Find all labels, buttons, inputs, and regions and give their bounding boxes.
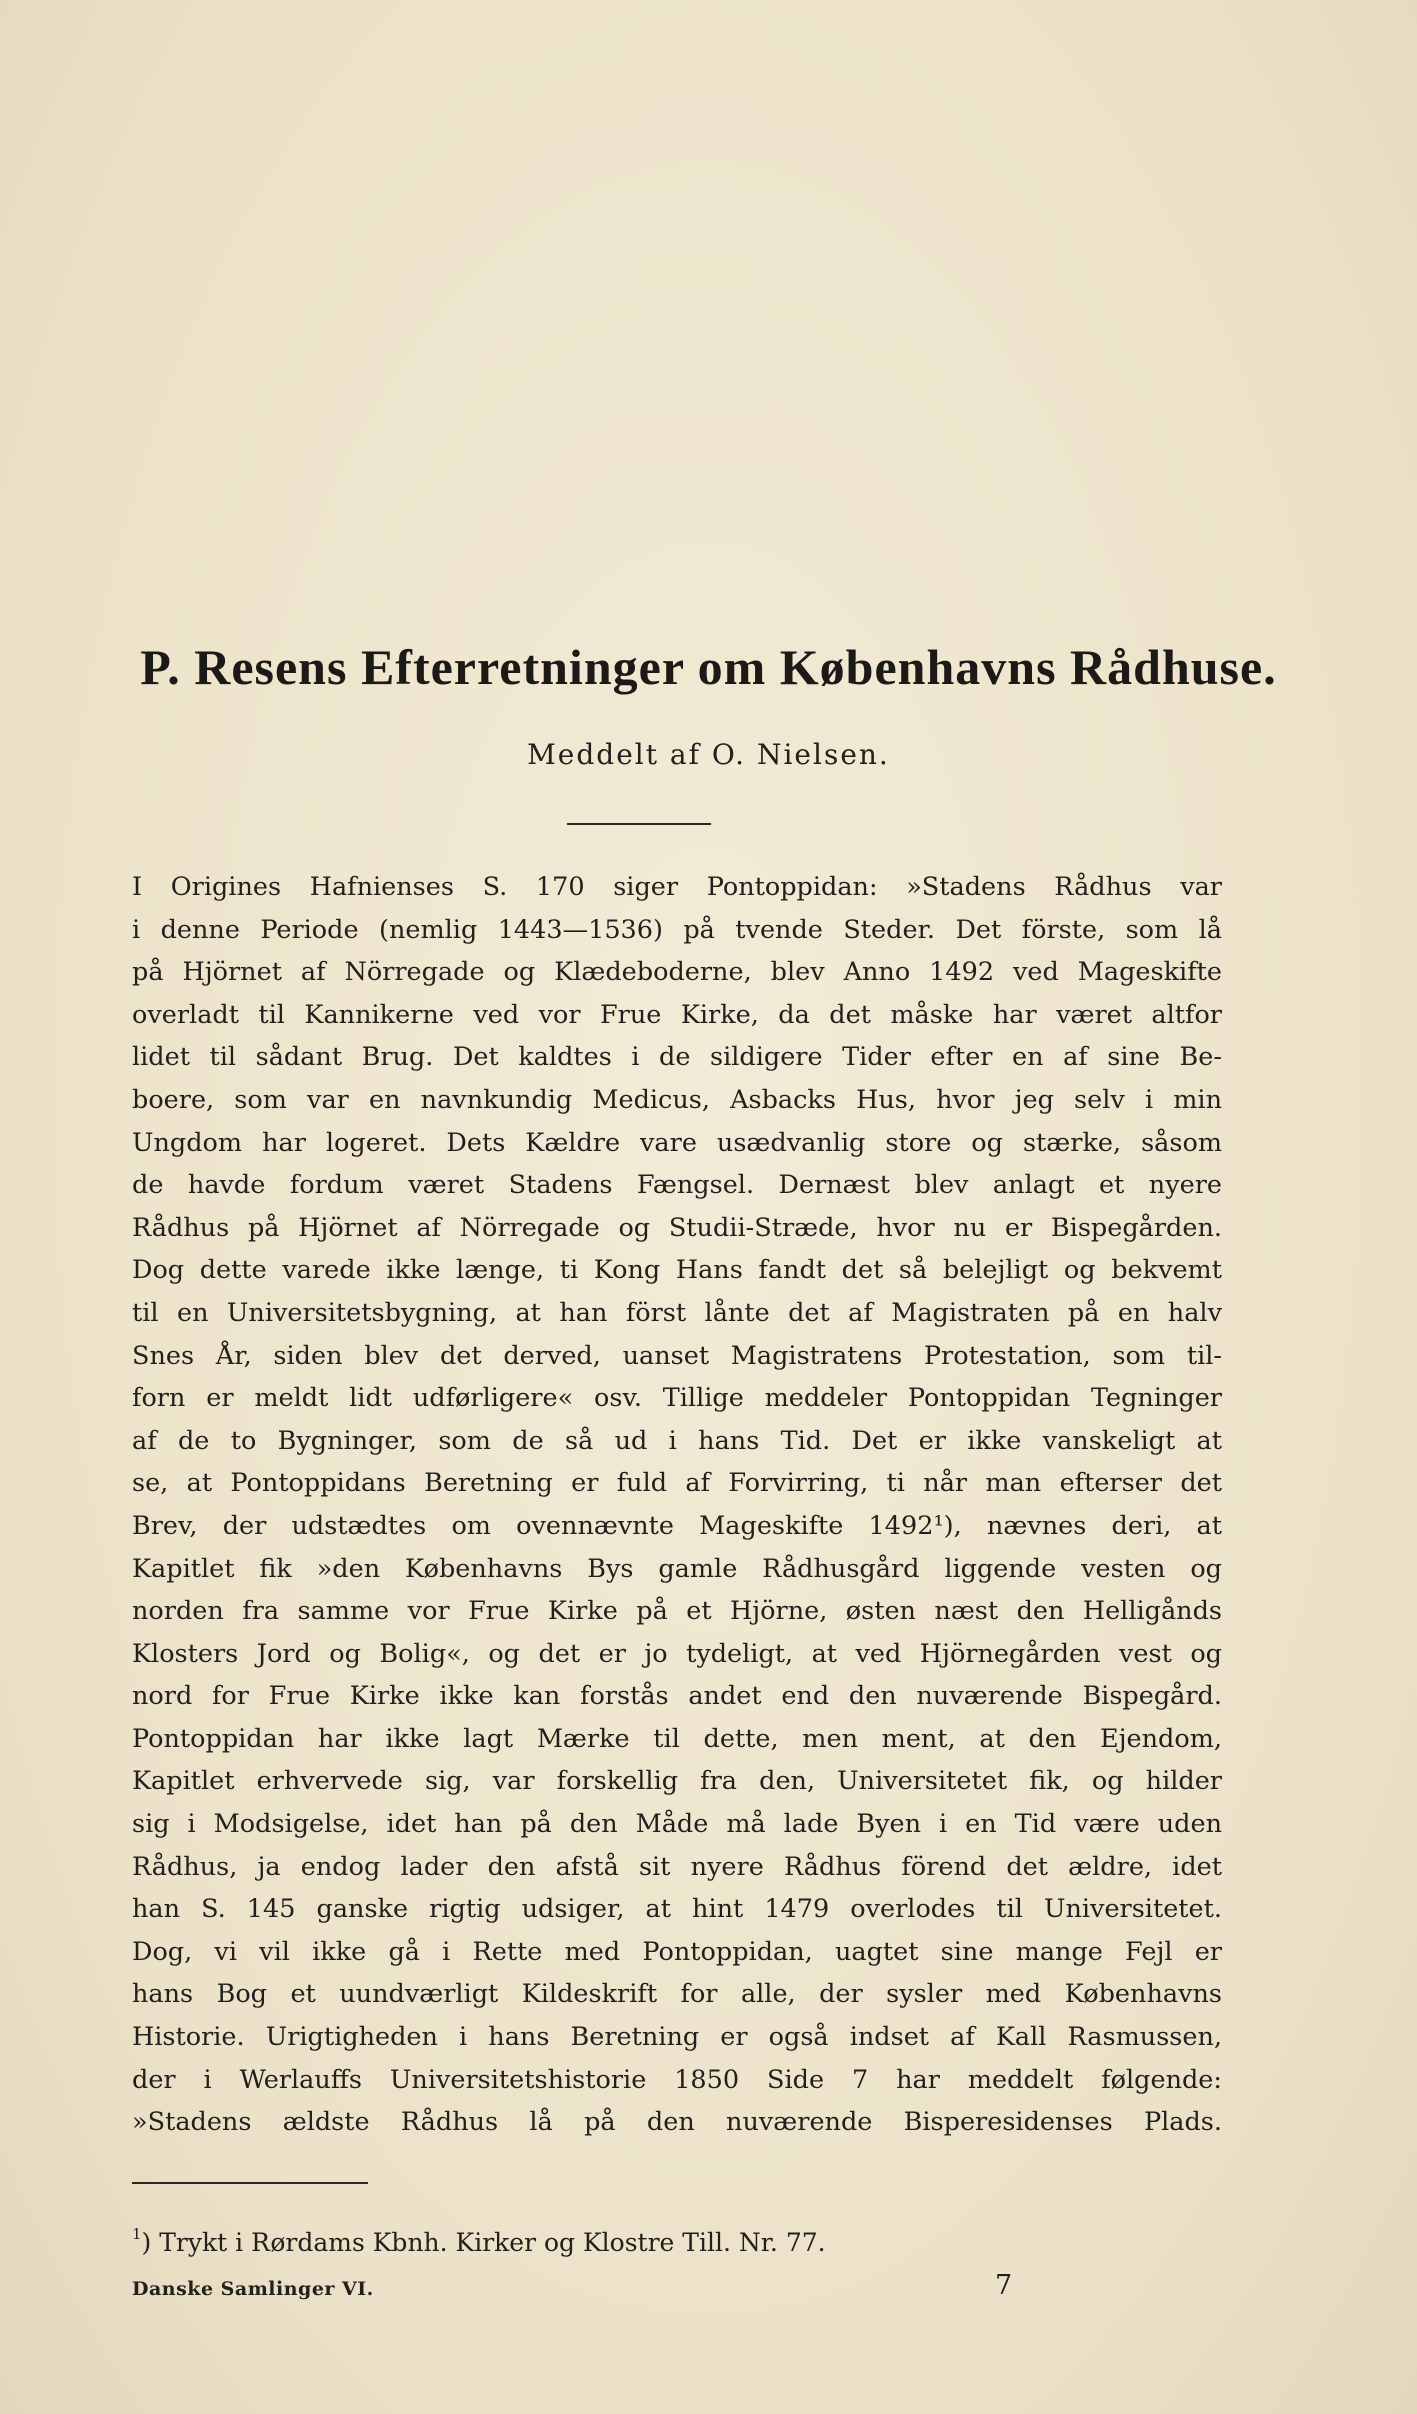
footnote-text: ) Trykt i Rørdams Kbnh. Kirker og Klostre Till. Nr. 77.	[141, 2228, 826, 2257]
body-line: Kapitlet erhvervede sig, var forskellig fra den, Universitetet fik, og hilder	[132, 1766, 1222, 1797]
article-byline: Meddelt af O. Nielsen.	[527, 738, 890, 771]
page-number: 7	[995, 2270, 1013, 2301]
body-line: Dog, vi vil ikke gå i Rette med Pontoppidan, uagtet sine mange Fejl er	[132, 1936, 1222, 1967]
body-line: af de to Bygninger, som de så ud i hans Tid. Det er ikke vanskeligt at	[132, 1425, 1222, 1456]
body-line: han S. 145 ganske rigtig udsiger, at hint 1479 overlodes til Universitetet.	[132, 1894, 1222, 1925]
footnote-divider	[132, 2182, 368, 2184]
body-line: Dog dette varede ikke længe, ti Kong Hans fandt det så belejligt og bekvemt	[132, 1255, 1222, 1286]
body-line: se, at Pontoppidans Beretning er fuld af Forvirring, ti når man efterser det	[132, 1468, 1222, 1499]
body-line: forn er meldt lidt udførligere« osv. Tillige meddeler Pontoppidan Tegninger	[132, 1383, 1222, 1414]
body-line: Brev, der udstædtes om ovennævnte Mageskifte 1492¹), nævnes deri, at	[132, 1510, 1222, 1541]
body-line: til en Universitetsbygning, at han först lånte det af Magistraten på en halv	[132, 1297, 1222, 1328]
body-line: norden fra samme vor Frue Kirke på et Hjörne, østen næst den Helligånds	[132, 1596, 1222, 1627]
body-line: Historie. Urigtigheden i hans Beretning er også indset af Kall Rasmussen,	[132, 2022, 1222, 2053]
footnote-marker: 1	[132, 2225, 142, 2243]
article-title: P. Resens Efterretninger om Københavns Rådhuse.	[140, 639, 1277, 695]
body-line: lidet til sådant Brug. Det kaldtes i de sildigere Tider efter en af sine Be-	[132, 1042, 1222, 1073]
body-line: Snes År, siden blev det derved, uanset Magistratens Protestation, som til-	[132, 1340, 1222, 1371]
body-line: I Origines Hafnienses S. 170 siger Pontoppidan: »Stadens Rådhus var	[132, 872, 1222, 902]
body-line: Rådhus på Hjörnet af Nörregade og Studii-Stræde, hvor nu er Bispegården.	[132, 1212, 1222, 1243]
body-line: overladt til Kannikerne ved vor Frue Kirke, da det måske har været altfor	[132, 999, 1222, 1030]
body-line: der i Werlauffs Universitetshistorie 1850 Side 7 har meddelt følgende:	[132, 2064, 1222, 2095]
body-line: i denne Periode (nemlig 1443—1536) på tvende Steder. Det förste, som lå	[132, 914, 1222, 945]
body-line: Klosters Jord og Bolig«, og det er jo tydeligt, at ved Hjörnegården vest og	[132, 1638, 1222, 1669]
body-line: de havde fordum været Stadens Fængsel. Dernæst blev anlagt et nyere	[132, 1170, 1222, 1201]
body-line: Kapitlet fik »den Københavns Bys gamle Rådhusgård liggende vesten og	[132, 1553, 1222, 1584]
body-line: sig i Modsigelse, idet han på den Måde må lade Byen i en Tid være uden	[132, 1809, 1222, 1840]
title-divider	[567, 823, 711, 825]
article-body	[132, 866, 1222, 2144]
body-line: boere, som var en navnkundig Medicus, Asbacks Hus, hvor jeg selv i min	[132, 1084, 1222, 1115]
body-line: hans Bog et uundværligt Kildeskrift for alle, der sysler med Københavns	[132, 1979, 1222, 2010]
footnote	[132, 2225, 826, 2257]
body-line: »Stadens ældste Rådhus lå på den nuværende Bisperesidenses Plads.	[132, 2107, 1222, 2138]
body-line: på Hjörnet af Nörregade og Klædeboderne, blev Anno 1492 ved Mageskifte	[132, 957, 1222, 988]
body-line: Pontoppidan har ikke lagt Mærke til dette, men ment, at den Ejendom,	[132, 1723, 1222, 1754]
body-line: Ungdom har logeret. Dets Kældre vare usædvanlig store og stærke, såsom	[132, 1127, 1222, 1158]
body-line: nord for Frue Kirke ikke kan forstås andet end den nuværende Bispegård.	[132, 1681, 1222, 1712]
signature-mark: Danske Samlinger VI.	[132, 2278, 374, 2300]
body-line: Rådhus, ja endog lader den afstå sit nyere Rådhus förend det ældre, idet	[132, 1851, 1222, 1882]
